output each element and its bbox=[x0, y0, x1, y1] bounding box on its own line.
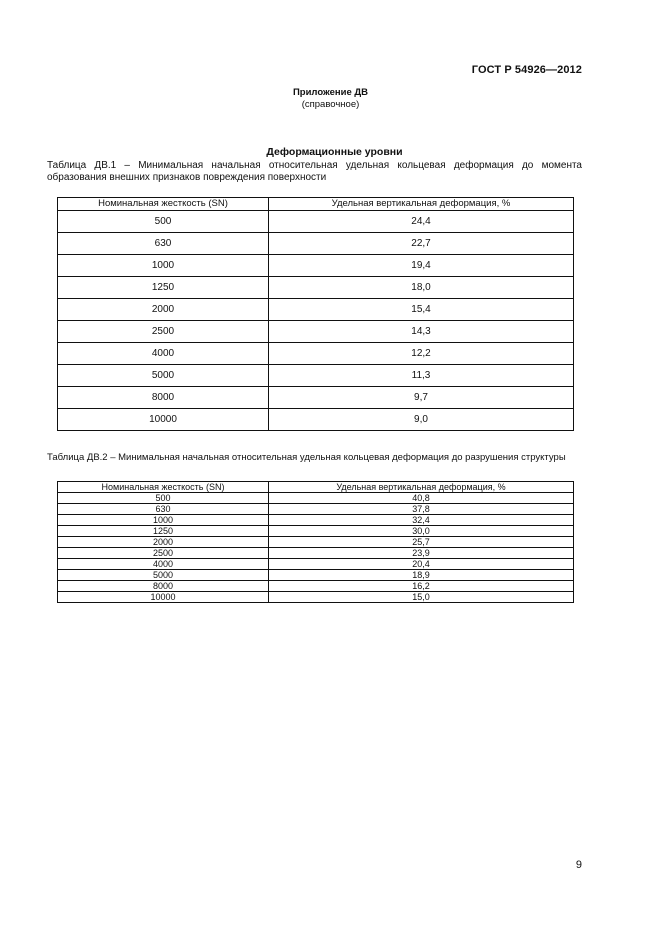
table-cell: 630 bbox=[58, 233, 269, 255]
table-cell: 500 bbox=[58, 211, 269, 233]
table-row bbox=[58, 387, 574, 409]
section-title: Деформационные уровни bbox=[266, 146, 403, 158]
page-number: 9 bbox=[575, 859, 582, 871]
table-row bbox=[58, 592, 574, 603]
table1 bbox=[57, 197, 574, 431]
table-cell: 16,2 bbox=[269, 581, 574, 592]
table-cell: 1250 bbox=[58, 277, 269, 299]
table-row bbox=[58, 537, 574, 548]
table-cell: 11,3 bbox=[269, 365, 574, 387]
table-cell: 37,8 bbox=[269, 504, 574, 515]
table-row bbox=[58, 504, 574, 515]
table-cell: 4000 bbox=[58, 559, 269, 570]
table-cell: 14,3 bbox=[269, 321, 574, 343]
table-row bbox=[58, 526, 574, 537]
table-cell: 500 bbox=[58, 493, 269, 504]
table-row bbox=[58, 233, 574, 255]
standard-number: ГОСТ Р 54926—2012 bbox=[471, 64, 582, 76]
table-cell: 22,7 bbox=[269, 233, 574, 255]
table-row bbox=[58, 365, 574, 387]
table-cell: 2000 bbox=[58, 299, 269, 321]
table2-column-header: Удельная вертикальная деформация, % bbox=[269, 482, 574, 493]
table-cell: 8000 bbox=[58, 581, 269, 592]
table-row bbox=[58, 570, 574, 581]
table2-header-row bbox=[58, 482, 574, 493]
table2-column-header: Номинальная жесткость (SN) bbox=[58, 482, 269, 493]
table-cell: 25,7 bbox=[269, 537, 574, 548]
table-cell: 4000 bbox=[58, 343, 269, 365]
table-cell: 40,8 bbox=[269, 493, 574, 504]
table-cell: 23,9 bbox=[269, 548, 574, 559]
table-cell: 15,0 bbox=[269, 592, 574, 603]
table-row bbox=[58, 255, 574, 277]
table-cell: 5000 bbox=[58, 365, 269, 387]
table-row bbox=[58, 277, 574, 299]
table-cell: 19,4 bbox=[269, 255, 574, 277]
table-cell: 18,9 bbox=[269, 570, 574, 581]
table1-caption: Таблица ДВ.1 – Минимальная начальная относительная удельная кольцевая деформация до момента образования внешних признаков повреждения поверхности bbox=[47, 160, 582, 183]
table-row bbox=[58, 515, 574, 526]
appendix-subtitle: (справочное) bbox=[301, 99, 360, 110]
table-cell: 1000 bbox=[58, 515, 269, 526]
table-cell: 2000 bbox=[58, 537, 269, 548]
table-row bbox=[58, 548, 574, 559]
table-row bbox=[58, 299, 574, 321]
table-cell: 18,0 bbox=[269, 277, 574, 299]
table-cell: 9,0 bbox=[269, 409, 574, 431]
table-cell: 1000 bbox=[58, 255, 269, 277]
table-row bbox=[58, 409, 574, 431]
table-row bbox=[58, 493, 574, 504]
table2-caption: Таблица ДВ.2 – Минимальная начальная относительная удельная кольцевая деформация до разрушения структуры bbox=[47, 452, 566, 463]
appendix-title: Приложение ДВ bbox=[292, 87, 369, 98]
table-cell: 1250 bbox=[58, 526, 269, 537]
table-row bbox=[58, 321, 574, 343]
table1-column-header: Номинальная жесткость (SN) bbox=[58, 198, 269, 211]
table-cell: 10000 bbox=[58, 592, 269, 603]
table-cell: 630 bbox=[58, 504, 269, 515]
table-cell: 2500 bbox=[58, 548, 269, 559]
table-row bbox=[58, 581, 574, 592]
table2 bbox=[57, 481, 574, 603]
table-cell: 8000 bbox=[58, 387, 269, 409]
table-cell: 15,4 bbox=[269, 299, 574, 321]
table-cell: 30,0 bbox=[269, 526, 574, 537]
table1-column-header: Удельная вертикальная деформация, % bbox=[269, 198, 574, 211]
table-cell: 5000 bbox=[58, 570, 269, 581]
table-cell: 10000 bbox=[58, 409, 269, 431]
table1-header-row bbox=[58, 198, 574, 211]
table-cell: 20,4 bbox=[269, 559, 574, 570]
table-row bbox=[58, 559, 574, 570]
table-row bbox=[58, 211, 574, 233]
table-row bbox=[58, 343, 574, 365]
table-cell: 2500 bbox=[58, 321, 269, 343]
table-cell: 9,7 bbox=[269, 387, 574, 409]
table-cell: 32,4 bbox=[269, 515, 574, 526]
table-cell: 12,2 bbox=[269, 343, 574, 365]
table-cell: 24,4 bbox=[269, 211, 574, 233]
